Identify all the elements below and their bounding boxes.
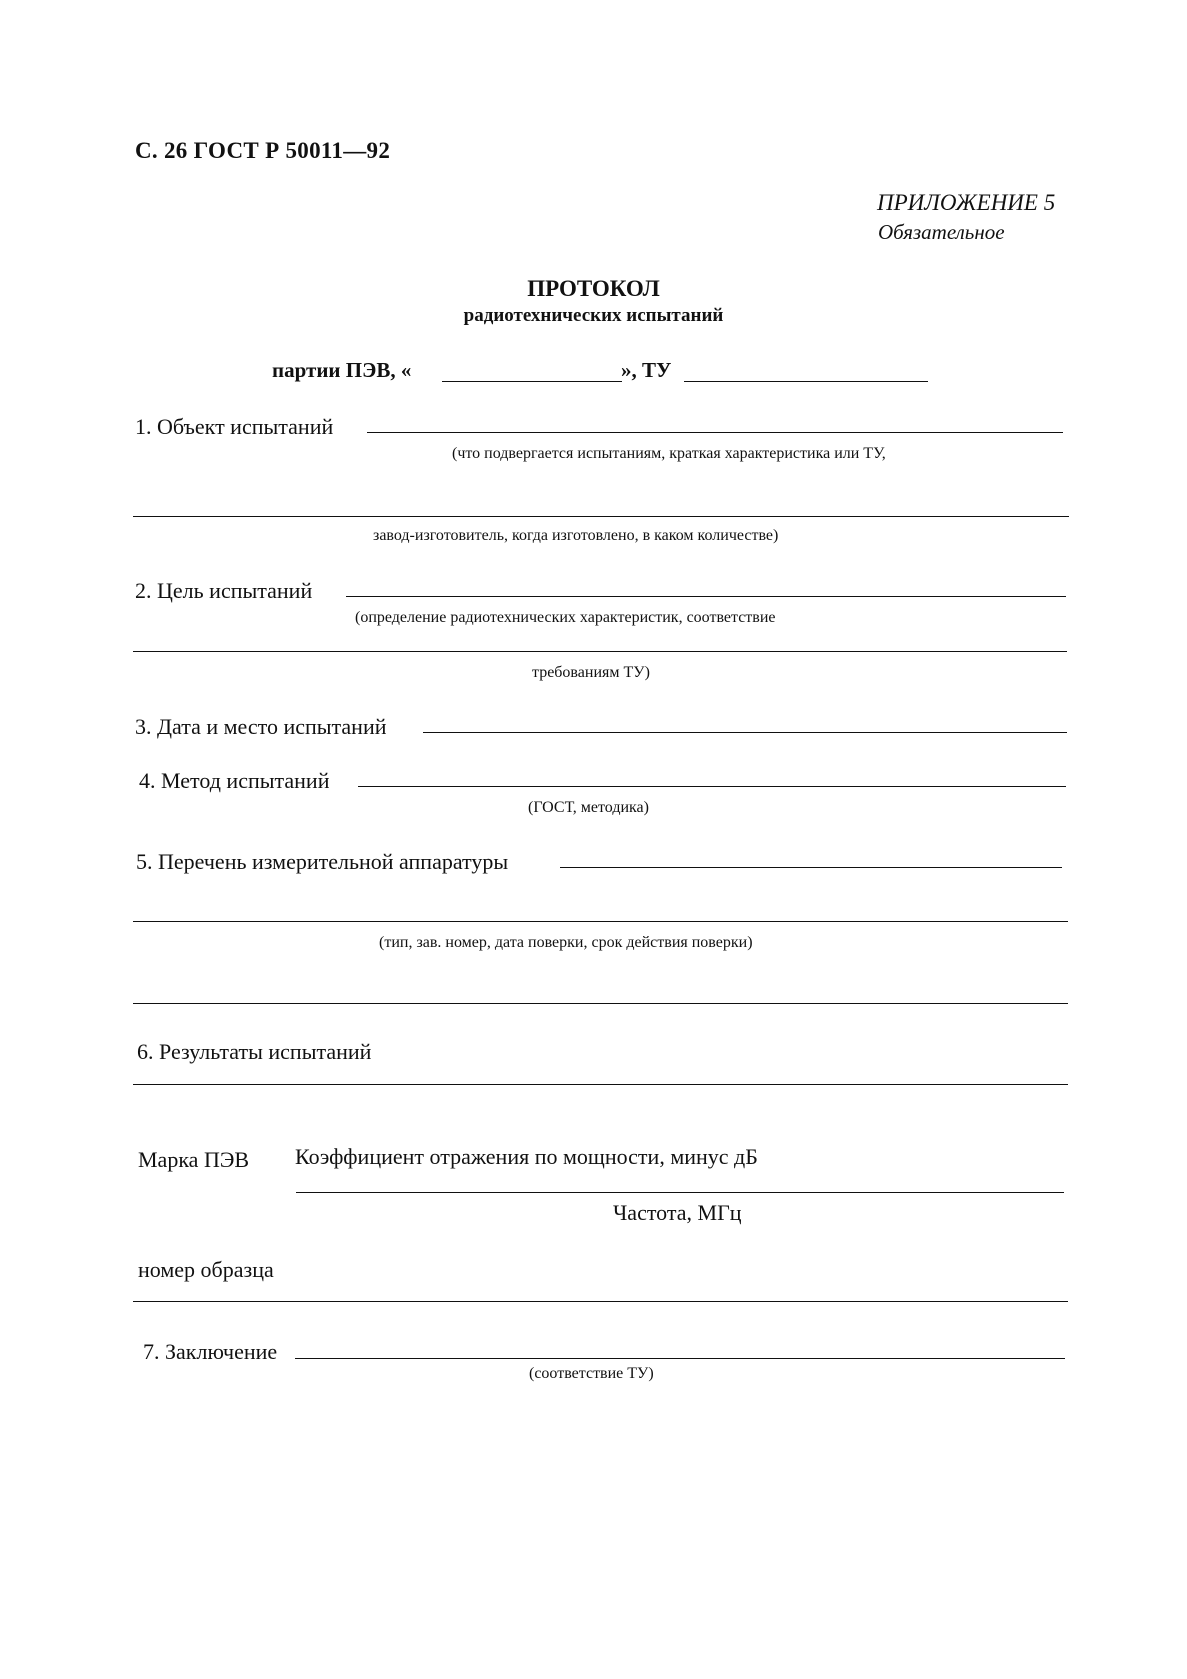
lot-tu-field[interactable]: [684, 381, 928, 382]
item-conclusion-label: 7. Заключение: [143, 1339, 278, 1364]
lot-mid: », ТУ: [621, 358, 672, 382]
item-method-field[interactable]: [358, 786, 1066, 787]
item-equipment-label: 5. Перечень измерительной аппаратуры: [136, 849, 509, 874]
item-object-hint-2: завод-изготовитель, когда изготовлено, в каком количестве): [373, 527, 779, 544]
document-title: ПРОТОКОЛ: [527, 276, 660, 301]
item-results-field[interactable]: [133, 1084, 1068, 1085]
table-row-divider: [133, 1301, 1068, 1302]
item-goal-hint-2: требованиям ТУ): [532, 664, 650, 681]
item-equipment-hint: (тип, зав. номер, дата поверки, срок действия поверки): [379, 934, 753, 951]
table-row-sample: номер образца: [138, 1257, 274, 1282]
item-object-field-2[interactable]: [133, 516, 1069, 517]
item-conclusion-hint: (соответствие ТУ): [529, 1365, 654, 1382]
item-date-label: 3. Дата и место испытаний: [135, 714, 387, 739]
item-object-hint-1: (что подвергается испытаниям, краткая характеристика или ТУ,: [452, 445, 886, 462]
annex-title: ПРИЛОЖЕНИЕ 5: [877, 190, 1056, 215]
item-equipment-field-3[interactable]: [133, 1003, 1068, 1004]
annex-status: Обязательное: [878, 220, 1005, 244]
table-col-coefficient: Коэффициент отражения по мощности, минус дБ: [295, 1144, 758, 1169]
table-col-frequency: Частота, МГц: [613, 1200, 742, 1225]
lot-name-field[interactable]: [442, 381, 622, 382]
item-method-label: 4. Метод испытаний: [139, 768, 330, 793]
item-goal-hint-1: (определение радиотехнических характеристик, соответствие: [355, 609, 776, 626]
item-goal-field-2[interactable]: [133, 651, 1067, 652]
item-goal-label: 2. Цель испытаний: [135, 578, 313, 603]
item-date-field[interactable]: [423, 732, 1067, 733]
item-goal-field[interactable]: [346, 596, 1066, 597]
lot-prefix: партии ПЭВ, «: [272, 358, 412, 382]
item-object-field[interactable]: [367, 432, 1063, 433]
item-equipment-field-2[interactable]: [133, 921, 1068, 922]
table-header-divider: [296, 1192, 1064, 1193]
table-col-brand: Марка ПЭВ: [138, 1147, 250, 1172]
document-subtitle: радиотехнических испытаний: [463, 305, 724, 326]
item-method-hint: (ГОСТ, методика): [528, 799, 649, 816]
item-equipment-field[interactable]: [560, 867, 1062, 868]
item-conclusion-field[interactable]: [295, 1358, 1065, 1359]
page-header: С. 26 ГОСТ Р 50011—92: [135, 138, 391, 163]
item-object-label: 1. Объект испытаний: [135, 414, 334, 439]
item-results-label: 6. Результаты испытаний: [137, 1039, 372, 1064]
